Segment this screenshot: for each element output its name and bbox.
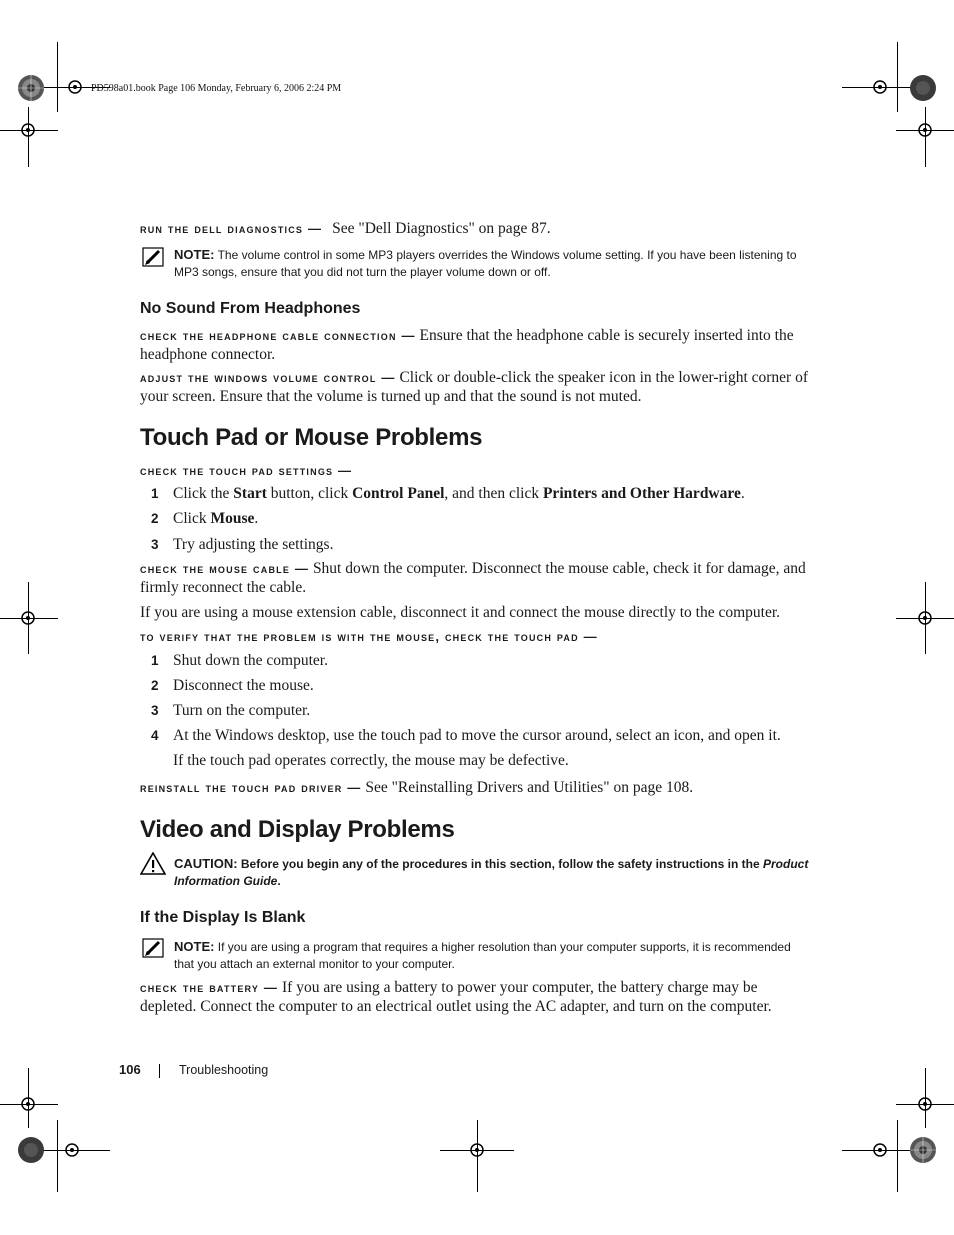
caution-guide-title: Product Information Guide xyxy=(174,857,809,888)
starburst-mark-icon xyxy=(909,1136,937,1164)
footer-section-label: Troubleshooting xyxy=(179,1063,269,1077)
caution-label: CAUTION: xyxy=(174,856,238,871)
starburst-mark-icon xyxy=(17,1136,45,1164)
battery-heading: check the battery — xyxy=(140,980,279,995)
step4-followup-text: If the touch pad operates correctly, the mouse may be defective. xyxy=(173,752,569,769)
run-diagnostics-heading: run the dell diagnostics — xyxy=(140,221,323,236)
step-text: Click Mouse. xyxy=(173,510,259,527)
registration-target-icon xyxy=(914,119,936,141)
step-text: Shut down the computer. xyxy=(173,652,328,669)
step-text: Try adjusting the settings. xyxy=(173,536,334,553)
print-slug: PD598a01.book Page 106 Monday, February 6, 2006 2:24 PM xyxy=(91,83,342,94)
note-label: NOTE: xyxy=(174,939,215,954)
section-title-video: Video and Display Problems xyxy=(140,816,455,843)
section-title-no-sound: No Sound From Headphones xyxy=(140,300,361,317)
note-label: NOTE: xyxy=(174,247,215,262)
step-number: 2 xyxy=(151,511,159,526)
touchpad-settings-heading: check the touch pad settings — xyxy=(140,463,353,478)
note-text: If you are using a program that requires a higher resolution than your computer supports, it is recommended that you attach an external monitor to your computer. xyxy=(174,940,791,971)
starburst-mark-icon xyxy=(909,74,937,102)
registration-target-icon xyxy=(17,607,39,629)
registration-target-icon xyxy=(17,119,39,141)
verify-problem-heading: to verify that the problem is with the mouse, check the touch pad — xyxy=(140,629,598,644)
registration-target-icon xyxy=(17,1093,39,1115)
registration-target-icon xyxy=(869,1139,891,1161)
run-diagnostics-paragraph xyxy=(140,219,815,238)
page-number: 106 xyxy=(119,1062,141,1077)
list-item xyxy=(140,509,815,529)
registration-target-icon xyxy=(64,76,86,98)
caution-text: Before you begin any of the procedures in this section, follow the safety instructions in the xyxy=(240,857,760,871)
note-text: The volume control in some MP3 players overrides the Windows volume setting. If you have been listening to MP3 songs, ensure that you did not turn the player volume down or off. xyxy=(174,248,797,279)
step-number: 1 xyxy=(151,486,159,501)
mouse-cable-heading: check the mouse cable — xyxy=(140,561,310,576)
reinstall-driver-text: See "Reinstalling Drivers and Utilities" on page 108. xyxy=(365,779,694,796)
reinstall-driver-heading: reinstall the touch pad driver — xyxy=(140,780,362,795)
headphone-cable-heading: check the headphone cable connection — xyxy=(140,328,416,343)
list-item xyxy=(140,535,815,555)
list-item xyxy=(140,701,815,721)
list-item xyxy=(140,676,815,696)
step-number: 3 xyxy=(151,537,159,552)
battery-text: If you are using a battery to power your computer, the battery charge may be depleted. Connect the computer to an electrical outlet using the AC adapter, and turn on the computer. xyxy=(140,979,772,1015)
note-volume-mp3 xyxy=(174,246,814,281)
mouse-cable-text: Shut down the computer. Disconnect the mouse cable, check it for damage, and firmly reconnect the cable. xyxy=(140,560,806,596)
note-external-monitor xyxy=(174,938,814,973)
reinstall-driver-paragraph xyxy=(140,778,815,797)
run-diagnostics-text: See "Dell Diagnostics" on page 87. xyxy=(332,220,551,237)
headphone-cable-paragraph xyxy=(140,326,815,364)
starburst-mark-icon xyxy=(17,74,45,102)
list-item xyxy=(140,726,815,746)
step-text: At the Windows desktop, use the touch pad to move the cursor around, select an icon, and open it. xyxy=(173,727,781,744)
step-text: Disconnect the mouse. xyxy=(173,677,314,694)
step-number: 4 xyxy=(151,728,159,743)
caution-paragraph: CAUTION: Before you begin any of the procedures in this section, follow the safety instructions in the Product Information Guide. xyxy=(174,856,809,888)
registration-target-icon xyxy=(914,607,936,629)
mouse-cable-paragraph xyxy=(140,559,815,597)
volume-control-paragraph xyxy=(140,368,815,406)
caution-warning-icon xyxy=(140,852,166,875)
volume-control-text: Click or double-click the speaker icon in the lower-right corner of your screen. Ensure that the volume is turned up and that the sound is not muted. xyxy=(140,369,809,405)
registration-target-icon xyxy=(466,1139,488,1161)
step-text: Click the Start button, click Control Panel, and then click Printers and Other Hardware. xyxy=(173,485,745,502)
step-number: 3 xyxy=(151,703,159,718)
battery-paragraph xyxy=(140,978,815,1016)
section-title-touchpad: Touch Pad or Mouse Problems xyxy=(140,424,483,451)
volume-control-heading: adjust the windows volume control — xyxy=(140,370,396,385)
step-number: 2 xyxy=(151,678,159,693)
step-number: 1 xyxy=(151,653,159,668)
footer-divider xyxy=(159,1064,160,1078)
registration-target-icon xyxy=(869,76,891,98)
list-item xyxy=(140,484,815,504)
list-item xyxy=(140,651,815,671)
step-text: Turn on the computer. xyxy=(173,702,311,719)
note-pencil-icon xyxy=(142,247,164,267)
registration-target-icon xyxy=(914,1093,936,1115)
section-title-blank-display: If the Display Is Blank xyxy=(140,909,306,926)
extension-cable-text: If you are using a mouse extension cable, disconnect it and connect the mouse directly to the computer. xyxy=(140,604,781,621)
note-pencil-icon xyxy=(142,938,164,958)
headphone-cable-text: Ensure that the headphone cable is securely inserted into the headphone connector. xyxy=(140,327,794,363)
registration-target-icon xyxy=(61,1139,83,1161)
